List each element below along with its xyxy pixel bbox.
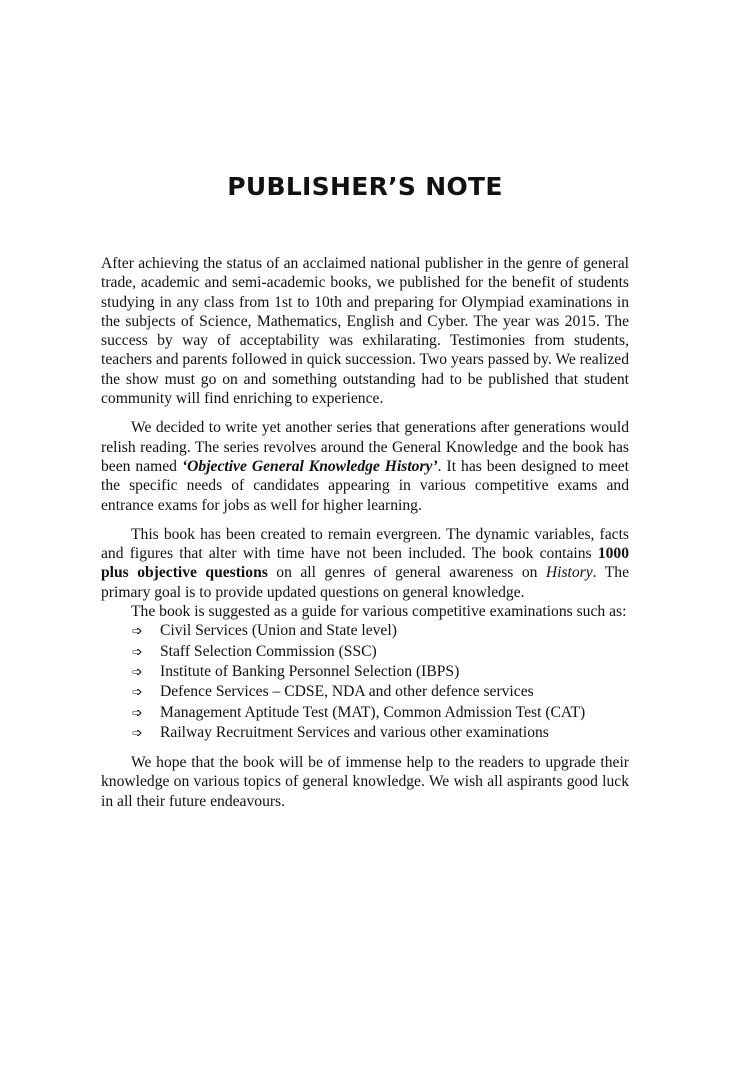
paragraph-evergreen-text-a: This book has been created to remain evergreen. The dynamic variables, facts and figures that alter with time have not been included. The book contains: [101, 525, 629, 563]
paragraph-series-text-b: . It has been designed to meet the specific needs of candidates appearing in various competitive exams and entrance exams for jobs as well for higher learning.: [101, 457, 629, 514]
list-item: [132, 621, 629, 641]
paragraph-closing: We hope that the book will be of immense help to the readers to upgrade their knowledge on various topics of general knowledge. We wish all aspirants good luck in all their future endeavours.: [101, 754, 629, 810]
note-body: [101, 254, 629, 811]
paragraph-intro: After achieving the status of an acclaimed national publisher in the genre of general trade, academic and semi-academic books, we published for the benefit of students studying in any class from 1st to 10th and preparing for Olympiad examinations in the subjects of Science, Mathematics, English and Cyber. The year was 2015. The success by way of acceptability was exhilarating. Testimonies from students, teachers and parents followed in quick succession. Two years passed by. We realized the show must go on and something outstanding had to be published that student community will find enriching to experience.: [101, 255, 629, 408]
list-item-label: Civil Services (Union and State level): [160, 622, 397, 640]
paragraph-evergreen-text-b: on all genres of general awareness on: [267, 564, 546, 582]
question-count: 1000 plus objective questions: [101, 545, 629, 582]
subject-name: History: [545, 564, 593, 582]
list-item-label: Railway Recruitment Services and various other examinations: [160, 723, 549, 741]
book-title: ‘Objective General Knowledge History’: [181, 457, 438, 475]
list-item: [132, 682, 629, 702]
paragraph-evergreen: [101, 525, 629, 602]
list-item-label: Institute of Banking Personnel Selection (IBPS): [160, 662, 460, 680]
paragraph-series-text-a: We decided to write yet another series that generations after generations would relish reading. The series revolves around the General Knowledge and the book has been named: [101, 419, 629, 475]
right-arrow-icon: ➩: [132, 725, 143, 741]
list-item-label: Management Aptitude Test (MAT), Common Admission Test (CAT): [160, 703, 586, 721]
right-arrow-icon: ➩: [132, 644, 143, 660]
list-item-label: Staff Selection Commission (SSC): [160, 642, 377, 660]
paragraph-guide: The book is suggested as a guide for various competitive examinations such as:: [131, 603, 627, 621]
list-item-label: Defence Services – CDSE, NDA and other defence services: [160, 683, 534, 701]
list-item: [132, 723, 629, 743]
right-arrow-icon: ➩: [132, 685, 143, 701]
right-arrow-icon: ➩: [132, 624, 143, 640]
list-item: [132, 662, 629, 682]
list-item: [132, 642, 629, 662]
paragraph-evergreen-text-c: . The primary goal is to provide updated questions on general knowledge.: [101, 564, 629, 601]
paragraph-series: [101, 418, 629, 514]
exam-list: [101, 621, 629, 743]
list-item: [132, 703, 629, 723]
right-arrow-icon: ➩: [132, 705, 143, 721]
page-title: PUBLISHER’S NOTE: [227, 172, 503, 201]
right-arrow-icon: ➩: [132, 664, 143, 680]
